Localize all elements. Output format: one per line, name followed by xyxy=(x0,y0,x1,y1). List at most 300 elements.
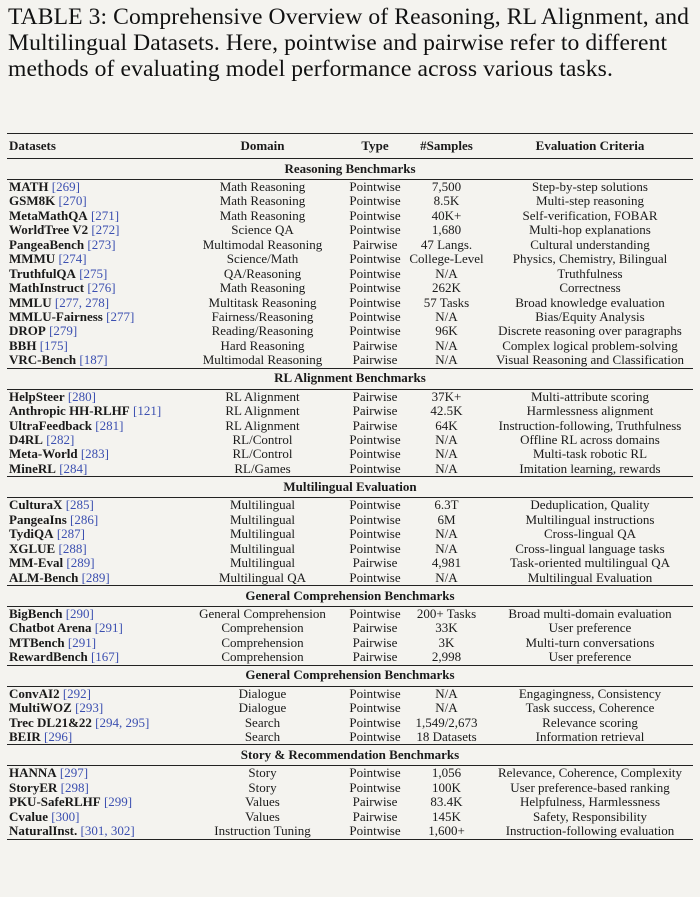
table-row xyxy=(7,310,693,324)
domain-cell: Multitask Reasoning xyxy=(208,294,317,310)
type-cell: Pointwise xyxy=(349,605,401,621)
criteria-cell: Visual Reasoning and Classification xyxy=(495,352,685,368)
type-cell: Pointwise xyxy=(349,540,401,556)
type-cell: Pointwise xyxy=(349,265,401,281)
citation: [292] xyxy=(62,686,91,701)
domain-cell: Comprehension xyxy=(221,620,304,636)
table-row xyxy=(7,513,693,527)
table-row xyxy=(7,281,693,295)
dataset-cell xyxy=(7,223,181,237)
criteria-cell: Complex logical problem-solving xyxy=(502,337,678,353)
header-type: Type xyxy=(361,137,389,153)
citation: [287] xyxy=(56,527,85,542)
criteria-cell: Broad knowledge evaluation xyxy=(515,294,665,310)
domain-cell: RL/Control xyxy=(232,432,293,447)
samples-cell: N/A xyxy=(435,460,458,476)
samples-cell: 83.4K xyxy=(430,794,463,810)
criteria-cell: Multi-attribute scoring xyxy=(530,388,650,404)
citation: [289] xyxy=(81,570,110,585)
dataset-name: MM-Eval xyxy=(9,556,64,571)
dataset-name: NaturalInst. xyxy=(9,824,78,839)
table-row xyxy=(7,621,693,635)
dataset-cell xyxy=(7,636,181,650)
dataset-name: ConvAI2 xyxy=(9,686,60,701)
dataset-cell xyxy=(7,795,181,809)
dataset-name: Anthropic HH-RLHF xyxy=(9,404,130,419)
citation: [299] xyxy=(103,795,133,810)
section-end-rule xyxy=(7,839,693,840)
dataset-name: D4RL xyxy=(9,433,43,447)
dataset-cell xyxy=(7,730,181,744)
dataset-cell xyxy=(7,621,181,635)
dataset-name: MathInstruct xyxy=(9,281,85,296)
section-title: Reasoning Benchmarks xyxy=(284,160,416,176)
table-body xyxy=(7,159,693,840)
criteria-cell: Task-oriented multilingual QA xyxy=(509,555,671,571)
criteria-cell: Safety, Responsibility xyxy=(533,808,647,824)
dataset-cell xyxy=(7,310,181,324)
citation: [281] xyxy=(95,418,124,433)
dataset-cell xyxy=(7,766,181,780)
domain-cell: Math Reasoning xyxy=(219,280,306,296)
dataset-name: VRC-Bench xyxy=(9,353,77,368)
dataset-name: ALM-Bench xyxy=(9,570,79,585)
dataset-name: Trec DL21&22 xyxy=(9,715,92,730)
dataset-cell xyxy=(7,194,181,208)
type-cell: Pointwise xyxy=(349,432,401,447)
dataset-cell xyxy=(7,781,181,795)
criteria-cell: Step-by-step solutions xyxy=(532,179,648,194)
citation: [276] xyxy=(87,281,116,296)
dataset-name: MMLU xyxy=(9,295,52,310)
type-cell: Pairwise xyxy=(352,555,398,571)
citation: [279] xyxy=(49,324,78,339)
domain-cell: Science QA xyxy=(231,222,294,238)
dataset-name: RewardBench xyxy=(9,650,88,665)
citation: [288] xyxy=(58,541,87,556)
table-row xyxy=(7,716,693,730)
samples-cell: 6M xyxy=(437,511,456,527)
samples-cell: College-Level xyxy=(409,251,484,267)
type-cell: Pointwise xyxy=(349,497,401,513)
samples-cell: 7,500 xyxy=(431,179,462,194)
type-cell: Pairwise xyxy=(352,417,398,433)
type-cell: Pointwise xyxy=(349,308,401,324)
table-row xyxy=(7,252,693,266)
samples-cell: 42.5K xyxy=(430,403,463,419)
type-cell: Pointwise xyxy=(349,765,401,781)
header-datasets: Datasets xyxy=(9,138,56,153)
table-row xyxy=(7,180,693,194)
dataset-name: PangeaIns xyxy=(9,512,67,527)
type-cell: Pairwise xyxy=(352,808,398,824)
samples-cell: 200+ Tasks xyxy=(416,605,477,621)
table-row xyxy=(7,527,693,541)
dataset-name: MMLU-Fairness xyxy=(9,309,103,324)
citation: [297] xyxy=(59,766,89,781)
type-cell: Pointwise xyxy=(349,729,401,744)
datasets-table xyxy=(7,133,693,840)
criteria-cell: User preference xyxy=(548,649,632,665)
domain-cell: Multilingual xyxy=(230,540,295,556)
domain-cell: Hard Reasoning xyxy=(220,337,305,353)
table-row xyxy=(7,701,693,715)
type-cell: Pointwise xyxy=(349,222,401,238)
samples-cell: N/A xyxy=(435,526,458,542)
citation: [167] xyxy=(90,650,120,665)
citation: [284] xyxy=(59,461,88,476)
domain-cell: Multilingual xyxy=(230,526,295,542)
domain-cell: Multilingual xyxy=(230,511,295,527)
table-row xyxy=(7,824,693,838)
citation: [291] xyxy=(67,635,97,650)
dataset-name: BEIR xyxy=(9,730,41,744)
type-cell: Pointwise xyxy=(349,323,401,339)
type-cell: Pointwise xyxy=(349,779,401,795)
citation: [274] xyxy=(58,252,87,267)
domain-cell: Values xyxy=(245,808,280,824)
samples-cell: N/A xyxy=(435,540,458,556)
samples-cell: N/A xyxy=(435,432,458,447)
dataset-cell xyxy=(7,542,181,556)
samples-cell: N/A xyxy=(435,569,458,585)
dataset-cell xyxy=(7,701,181,715)
criteria-cell: Correctness xyxy=(559,280,621,296)
citation: [298] xyxy=(60,780,89,795)
dataset-cell xyxy=(7,607,181,621)
table-row xyxy=(7,353,693,367)
criteria-cell: Task success, Coherence xyxy=(525,700,655,716)
criteria-cell: Multilingual Evaluation xyxy=(527,569,653,585)
samples-cell: 8.5K xyxy=(433,193,460,209)
criteria-cell: Broad multi-domain evaluation xyxy=(508,605,672,621)
dataset-cell xyxy=(7,824,181,838)
table-row xyxy=(7,781,693,795)
criteria-cell: Helpfulness, Harmlessness xyxy=(519,794,661,810)
criteria-cell: Bias/Equity Analysis xyxy=(535,308,645,324)
type-cell: Pointwise xyxy=(349,714,401,730)
dataset-name: GSM8K xyxy=(9,194,56,209)
dataset-cell xyxy=(7,238,181,252)
type-cell: Pointwise xyxy=(349,511,401,527)
dataset-cell xyxy=(7,390,181,404)
type-cell: Pointwise xyxy=(349,685,401,701)
table-row xyxy=(7,209,693,223)
criteria-cell: Cultural understanding xyxy=(530,236,650,252)
domain-cell: Multilingual xyxy=(230,497,295,513)
criteria-cell: Multi-hop explanations xyxy=(529,222,651,238)
criteria-cell: Relevance scoring xyxy=(542,714,638,730)
table-row xyxy=(7,339,693,353)
table-caption: TABLE 3: Comprehensive Overview of Reasoning, RL Alignment, and Multilingual Datasets. Here, pointwise and pairwise refer to different methods of evaluating model performance across various tasks. xyxy=(8,4,690,82)
dataset-name: PangeaBench xyxy=(9,237,85,252)
criteria-cell: Multi-task robotic RL xyxy=(532,446,648,462)
samples-cell: 1,680 xyxy=(431,222,462,238)
dataset-name: HANNA xyxy=(9,766,57,781)
samples-cell: 40K+ xyxy=(431,207,462,223)
dataset-name: CulturaX xyxy=(9,498,63,513)
section-title: General Comprehension Benchmarks xyxy=(245,587,455,603)
domain-cell: Multimodal Reasoning xyxy=(202,236,323,252)
domain-cell: RL/Games xyxy=(234,460,291,476)
samples-cell: N/A xyxy=(435,265,458,281)
type-cell: Pointwise xyxy=(349,280,401,296)
table-row xyxy=(7,795,693,809)
table-row xyxy=(7,267,693,281)
samples-cell: N/A xyxy=(435,352,458,368)
citation: [273] xyxy=(87,237,116,252)
samples-cell: 96K xyxy=(435,323,458,339)
type-cell: Pairwise xyxy=(352,403,398,419)
dataset-cell xyxy=(7,209,181,223)
samples-cell: N/A xyxy=(435,308,458,324)
dataset-name: BBH xyxy=(9,338,37,353)
header-evaluation-criteria: Evaluation Criteria xyxy=(535,137,645,153)
domain-cell: Comprehension xyxy=(221,649,304,665)
domain-cell: Dialogue xyxy=(238,685,287,701)
criteria-cell: Self-verification, FOBAR xyxy=(522,207,658,223)
criteria-cell: Information retrieval xyxy=(535,729,645,744)
table-row xyxy=(7,404,693,418)
samples-cell: 262K xyxy=(432,280,461,296)
table-row xyxy=(7,324,693,338)
table-row xyxy=(7,447,693,461)
citation: [271] xyxy=(90,208,120,223)
criteria-cell: Multi-turn conversations xyxy=(525,634,655,650)
domain-cell: Instruction Tuning xyxy=(214,823,311,839)
criteria-cell: Instruction-following, Truthfulness xyxy=(498,417,682,433)
dataset-cell xyxy=(7,687,181,701)
samples-cell: 3K xyxy=(438,634,455,650)
dataset-name: MMMU xyxy=(9,252,56,267)
type-cell: Pairwise xyxy=(352,236,398,252)
samples-cell: 47 Langs. xyxy=(420,236,473,252)
dataset-cell xyxy=(7,462,181,476)
criteria-cell: Relevance, Coherence, Complexity xyxy=(497,765,683,781)
table-row xyxy=(7,419,693,433)
table-row xyxy=(7,390,693,404)
dataset-name: Chatbot Arena xyxy=(9,621,92,636)
dataset-cell xyxy=(7,447,181,461)
criteria-cell: User preference xyxy=(548,620,632,636)
table-row xyxy=(7,433,693,447)
samples-cell: N/A xyxy=(435,337,458,353)
dataset-name: MATH xyxy=(9,180,49,194)
dataset-cell xyxy=(7,324,181,338)
type-cell: Pointwise xyxy=(349,446,401,462)
type-cell: Pointwise xyxy=(349,460,401,476)
table-row xyxy=(7,556,693,570)
dataset-name: XGLUE xyxy=(9,541,56,556)
criteria-cell: Deduplication, Quality xyxy=(530,497,650,513)
type-cell: Pairwise xyxy=(352,388,398,404)
citation: [187] xyxy=(79,353,108,368)
samples-cell: 33K xyxy=(435,620,458,636)
dataset-cell xyxy=(7,650,181,664)
citation: [175] xyxy=(39,338,68,353)
table-row xyxy=(7,498,693,512)
dataset-cell xyxy=(7,180,181,194)
dataset-name: StoryER xyxy=(9,780,58,795)
table-row xyxy=(7,730,693,744)
dataset-cell xyxy=(7,252,181,266)
dataset-name: Meta-World xyxy=(9,447,78,462)
table-row xyxy=(7,462,693,476)
samples-cell: 2,998 xyxy=(431,649,462,665)
criteria-cell: Multi-step reasoning xyxy=(536,193,644,209)
dataset-name: MetaMathQA xyxy=(9,208,88,223)
citation: [270] xyxy=(58,194,87,209)
samples-cell: 1,549/2,673 xyxy=(415,714,478,730)
table-header-row xyxy=(7,134,693,158)
citation: [291] xyxy=(94,621,123,636)
criteria-cell: Discrete reasoning over paragraphs xyxy=(498,323,682,339)
dataset-cell xyxy=(7,267,181,281)
citation: [269] xyxy=(51,180,80,194)
type-cell: Pointwise xyxy=(349,294,401,310)
domain-cell: Math Reasoning xyxy=(219,193,306,209)
table-row xyxy=(7,542,693,556)
dataset-name: MTBench xyxy=(9,635,65,650)
table-row xyxy=(7,650,693,664)
domain-cell: Math Reasoning xyxy=(219,207,306,223)
criteria-cell: User preference-based ranking xyxy=(510,779,670,795)
criteria-cell: Imitation learning, rewards xyxy=(519,460,661,476)
citation: [300] xyxy=(51,809,80,824)
type-cell: Pointwise xyxy=(349,569,401,585)
citation: [277] xyxy=(106,309,135,324)
domain-cell: Search xyxy=(244,714,281,730)
domain-cell: Reading/Reasoning xyxy=(211,323,314,339)
dataset-cell xyxy=(7,404,181,418)
criteria-cell: Truthfulness xyxy=(557,265,623,281)
domain-cell: Dialogue xyxy=(238,700,287,716)
header-samples: #Samples xyxy=(420,137,473,153)
section-title: Story & Recommendation Benchmarks xyxy=(240,747,460,763)
domain-cell: RL Alignment xyxy=(225,417,300,433)
dataset-name: HelpSteer xyxy=(9,389,65,404)
domain-cell: Values xyxy=(245,794,280,810)
criteria-cell: Cross-lingual QA xyxy=(543,526,637,542)
citation: [272] xyxy=(91,223,120,238)
dataset-name: BigBench xyxy=(9,606,63,621)
dataset-cell xyxy=(7,513,181,527)
dataset-cell xyxy=(7,498,181,512)
citation: [294, 295] xyxy=(95,715,150,730)
domain-cell: RL Alignment xyxy=(225,403,300,419)
type-cell: Pairwise xyxy=(352,794,398,810)
criteria-cell: Cross-lingual language tasks xyxy=(515,540,665,556)
samples-cell: N/A xyxy=(435,700,458,716)
citation: [280] xyxy=(67,389,97,404)
citation: [293] xyxy=(75,701,104,716)
criteria-cell: Offline RL across domains xyxy=(520,432,660,447)
citation: [121] xyxy=(133,404,162,419)
samples-cell: 100K xyxy=(432,779,461,795)
citation: [277, 278] xyxy=(54,295,110,310)
domain-cell: Search xyxy=(244,729,281,744)
header-domain: Domain xyxy=(240,137,285,153)
samples-cell: 1,600+ xyxy=(428,823,465,839)
type-cell: Pointwise xyxy=(349,193,401,209)
table-row xyxy=(7,238,693,252)
dataset-cell xyxy=(7,339,181,353)
domain-cell: Science/Math xyxy=(226,251,299,267)
table-row xyxy=(7,607,693,621)
domain-cell: Math Reasoning xyxy=(219,179,306,194)
type-cell: Pairwise xyxy=(352,620,398,636)
domain-cell: Story xyxy=(248,779,277,795)
criteria-cell: Harmlessness alignment xyxy=(526,403,654,419)
dataset-cell xyxy=(7,353,181,367)
dataset-name: WorldTree V2 xyxy=(9,223,89,238)
citation: [285] xyxy=(65,498,94,513)
domain-cell: RL/Control xyxy=(232,446,293,462)
domain-cell: Multilingual xyxy=(230,555,295,571)
dataset-cell xyxy=(7,419,181,433)
table-row xyxy=(7,636,693,650)
citation: [301, 302] xyxy=(80,824,135,839)
dataset-cell xyxy=(7,433,181,447)
samples-cell: 1,056 xyxy=(431,765,462,781)
domain-cell: Multimodal Reasoning xyxy=(202,352,323,368)
type-cell: Pointwise xyxy=(349,179,401,194)
domain-cell: Multilingual QA xyxy=(218,569,307,585)
criteria-cell: Instruction-following evaluation xyxy=(505,823,675,839)
table-row xyxy=(7,766,693,780)
samples-cell: N/A xyxy=(435,685,458,701)
type-cell: Pointwise xyxy=(349,823,401,839)
samples-cell: 18 Datasets xyxy=(416,729,477,744)
dataset-cell xyxy=(7,281,181,295)
type-cell: Pointwise xyxy=(349,526,401,542)
dataset-name: UltraFeedback xyxy=(9,418,93,433)
dataset-cell xyxy=(7,810,181,824)
type-cell: Pairwise xyxy=(352,634,398,650)
section-title: Multilingual Evaluation xyxy=(283,479,417,495)
citation: [282] xyxy=(46,433,75,447)
table-row xyxy=(7,571,693,585)
dataset-cell xyxy=(7,716,181,730)
samples-cell: 6.3T xyxy=(434,497,459,513)
criteria-cell: Engagingness, Consistency xyxy=(518,685,662,701)
dataset-name: MultiWOZ xyxy=(9,701,72,716)
citation: [296] xyxy=(44,730,73,744)
samples-cell: 64K xyxy=(435,417,458,433)
dataset-name: PKU-SafeRLHF xyxy=(9,795,101,810)
section-title: General Comprehension Benchmarks xyxy=(245,667,455,683)
type-cell: Pairwise xyxy=(352,649,398,665)
dataset-cell xyxy=(7,296,181,310)
dataset-name: Cvalue xyxy=(9,809,48,824)
type-cell: Pairwise xyxy=(352,337,398,353)
dataset-name: DROP xyxy=(9,324,46,339)
domain-cell: QA/Reasoning xyxy=(223,265,302,281)
table-row xyxy=(7,687,693,701)
citation: [286] xyxy=(70,512,99,527)
type-cell: Pointwise xyxy=(349,251,401,267)
table-row xyxy=(7,810,693,824)
table-row xyxy=(7,223,693,237)
citation: [290] xyxy=(65,606,94,621)
dataset-cell xyxy=(7,556,181,570)
samples-cell: N/A xyxy=(435,446,458,462)
samples-cell: 37K+ xyxy=(431,388,462,404)
criteria-cell: Physics, Chemistry, Bilingual xyxy=(512,251,668,267)
table-row xyxy=(7,296,693,310)
section-title: RL Alignment Benchmarks xyxy=(274,370,426,386)
dataset-cell xyxy=(7,527,181,541)
